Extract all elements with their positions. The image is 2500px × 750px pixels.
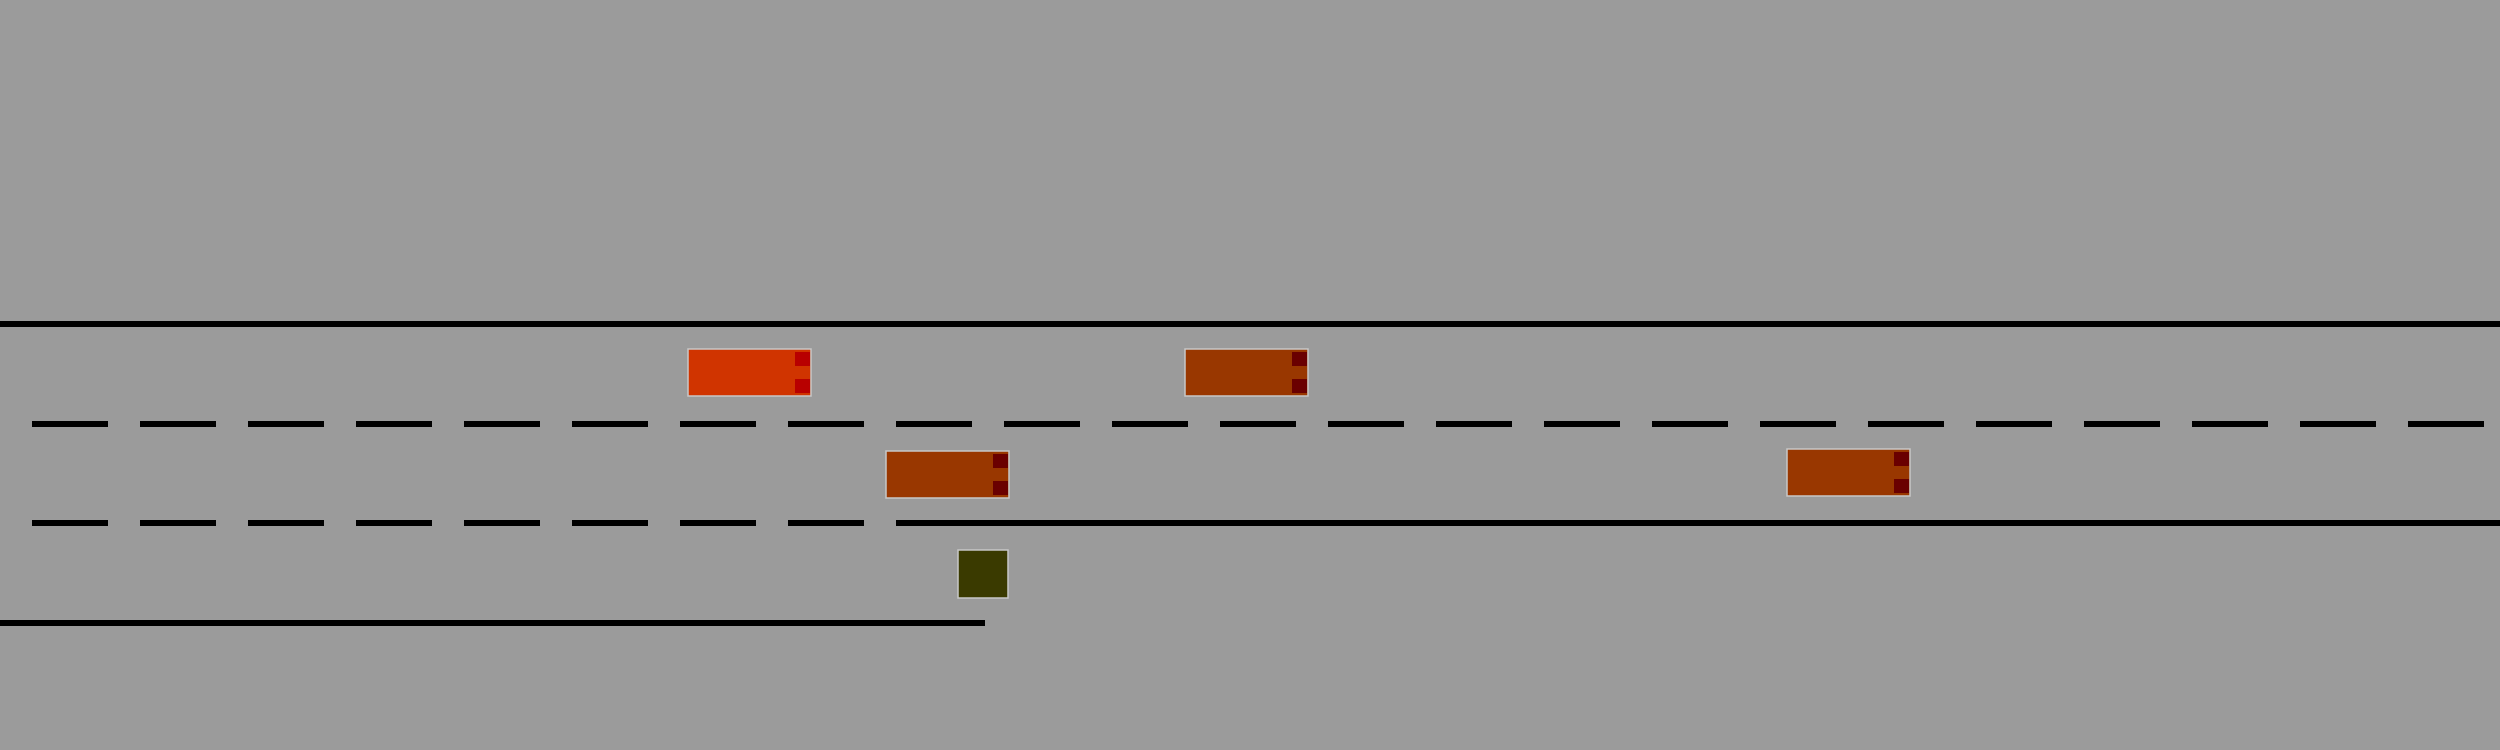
traffic-vehicle-light-right [1292, 379, 1307, 393]
ego-vehicle-body [688, 349, 811, 396]
obstacle-block [958, 550, 1008, 598]
ego-vehicle-light-left [795, 352, 810, 366]
ego-vehicle [688, 349, 811, 396]
traffic-vehicle-body [1787, 449, 1910, 496]
traffic-vehicle-light-left [1894, 452, 1909, 466]
road-top-edge-line [0, 321, 2500, 327]
traffic-vehicle [886, 451, 1009, 498]
traffic-vehicle-light-left [1292, 352, 1307, 366]
traffic-vehicle-body [1185, 349, 1308, 396]
traffic-vehicle-light-right [993, 481, 1008, 495]
ego-vehicle-light-right [795, 379, 810, 393]
traffic-vehicle [1185, 349, 1308, 396]
road-lower-edge-line [932, 520, 2500, 526]
traffic-vehicle [1787, 449, 1910, 496]
traffic-vehicle-light-left [993, 454, 1008, 468]
traffic-vehicle-light-right [1894, 479, 1909, 493]
traffic-vehicle-body [886, 451, 1009, 498]
merge-lane-bottom-edge-line [0, 620, 985, 626]
